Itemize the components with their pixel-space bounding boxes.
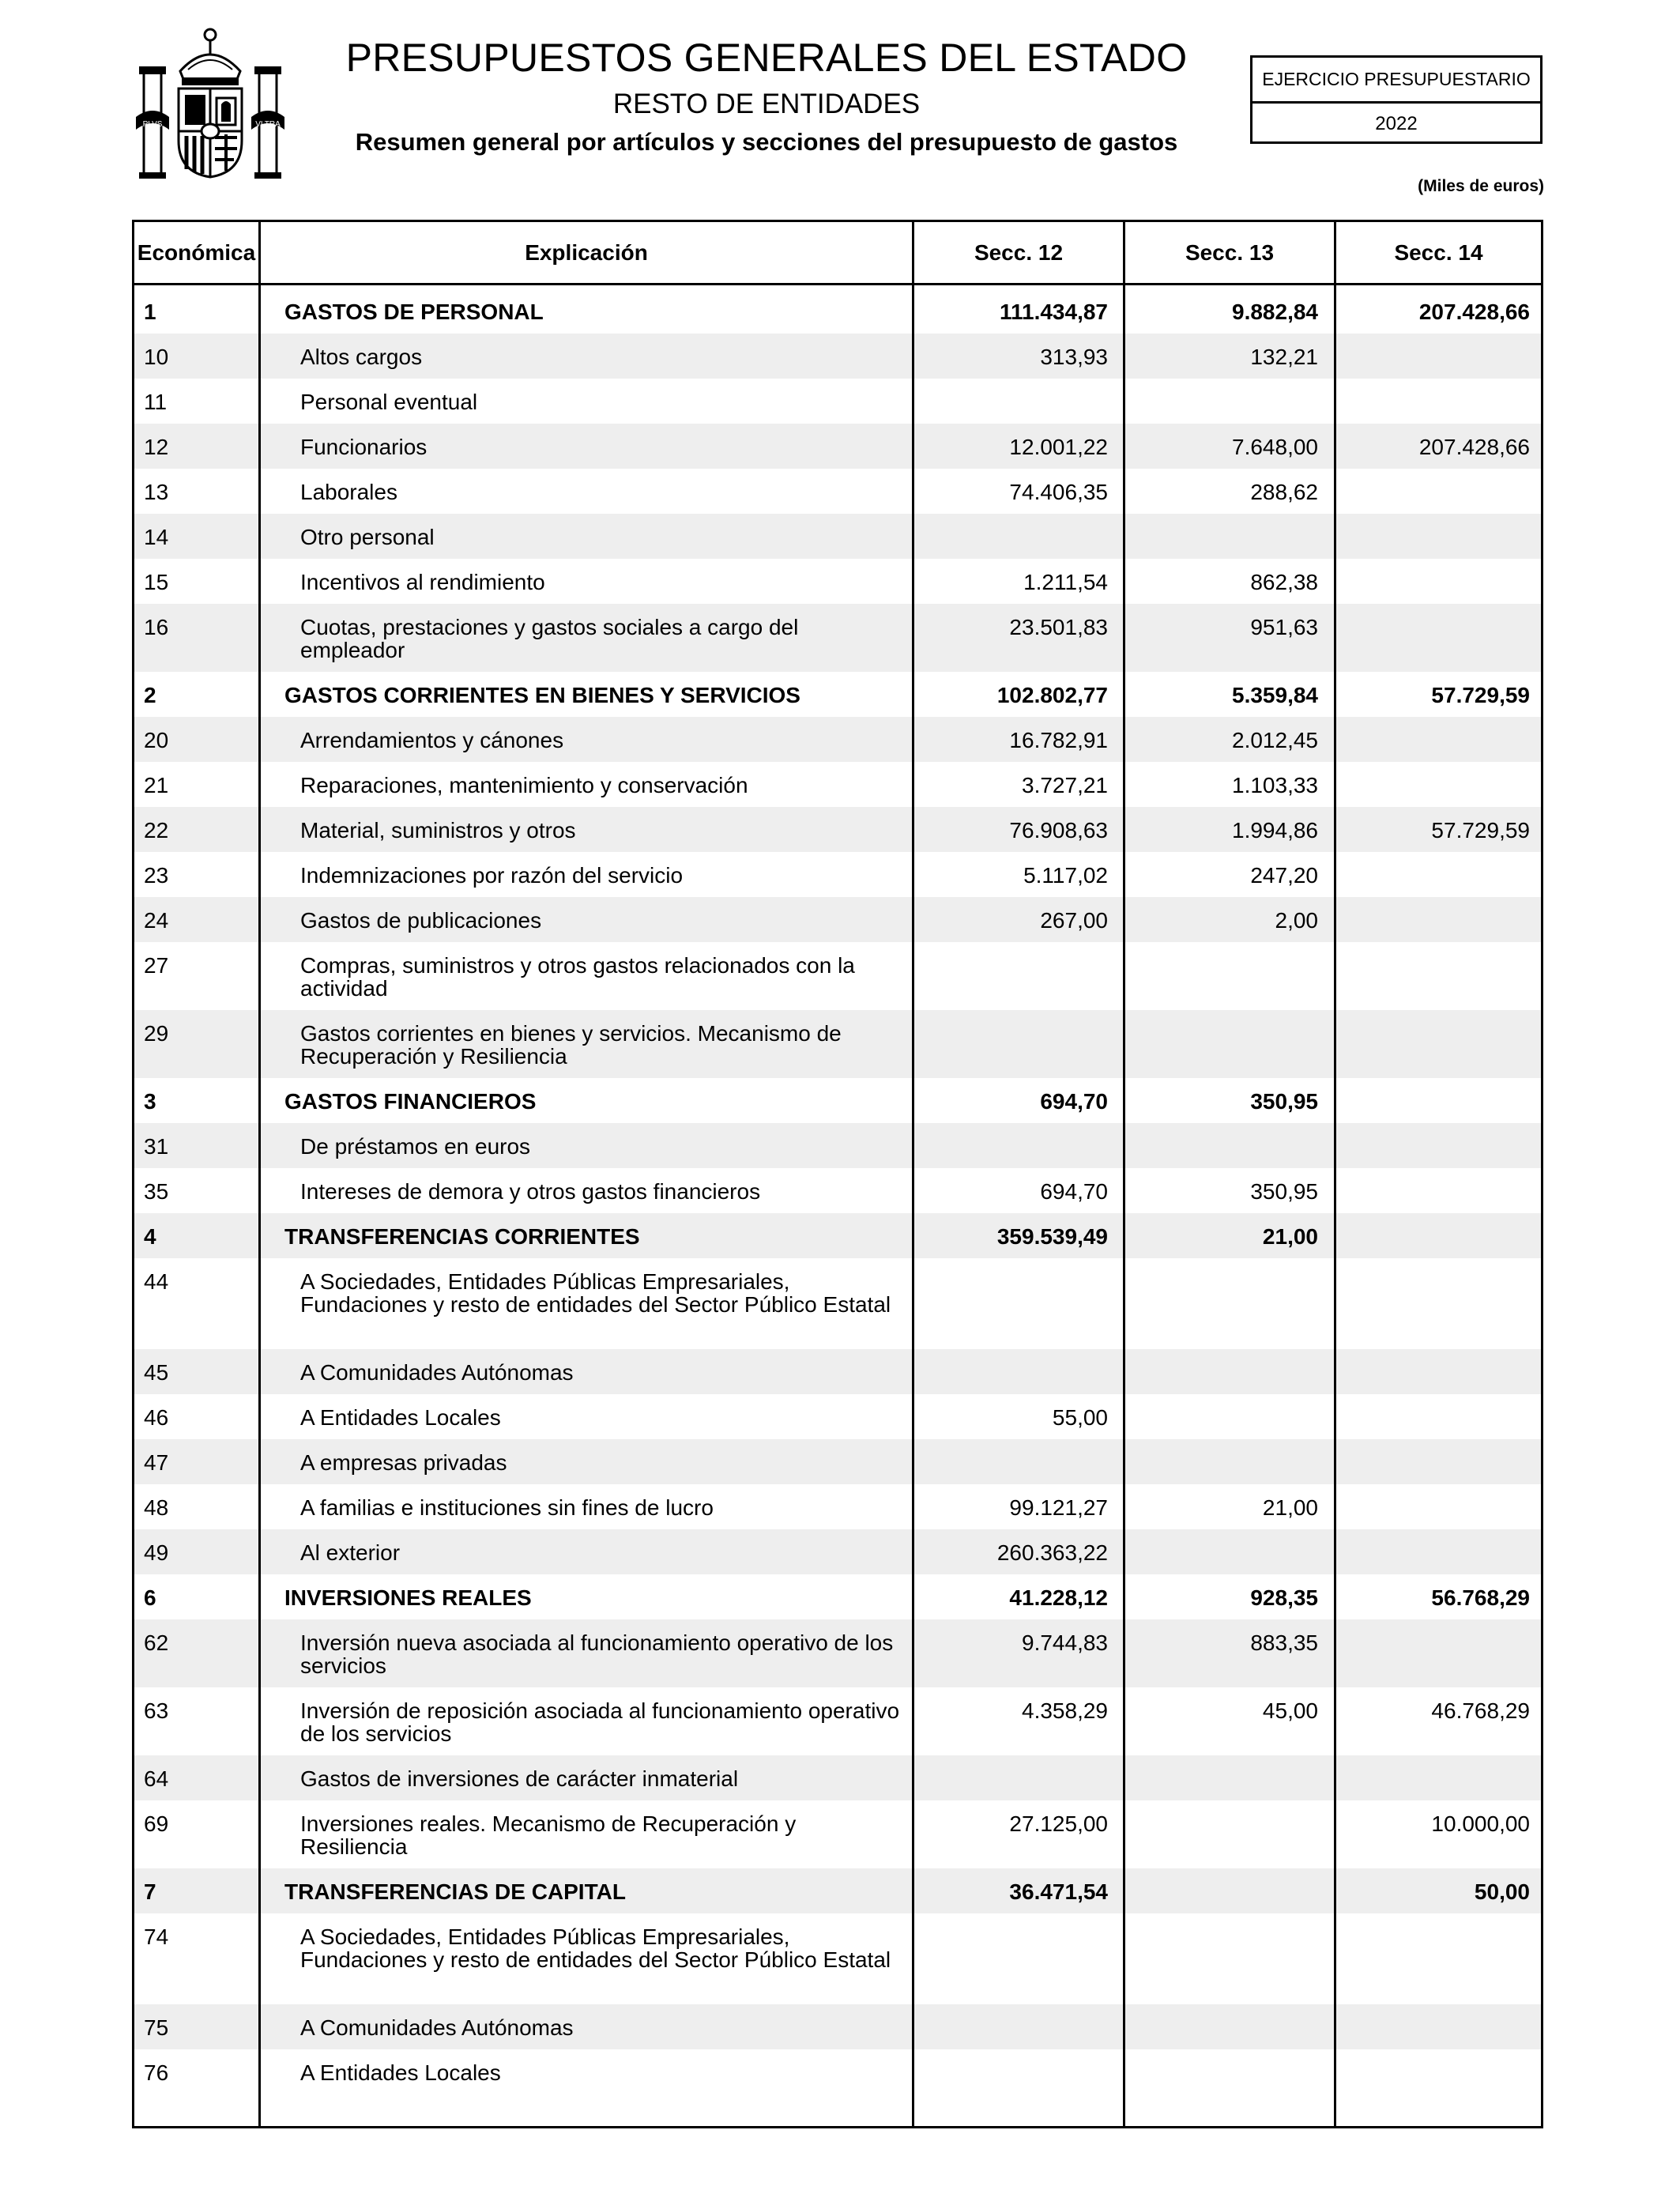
cell-s13: 132,21 [1250,345,1318,369]
cell-desc: A familias e instituciones sin fines de lucro [300,1495,714,1520]
cell-code: 64 [144,1766,169,1791]
table-row [134,1913,1541,2004]
cell-desc: Personal eventual [300,390,478,414]
cell-desc: A Entidades Locales [300,1405,501,1430]
cell-s13: 928,35 [1250,1585,1318,1610]
cell-code: 7 [144,1879,156,1904]
cell-desc: Altos cargos [300,345,423,369]
column-divider [1123,222,1125,2126]
cell-s12: 313,93 [1040,345,1108,369]
cell-desc: Indemnizaciones por razón del servicio [300,863,684,888]
cell-code: 47 [144,1450,169,1475]
table-row [134,514,1541,559]
table-row [134,1349,1541,1394]
cell-s12: 1.211,54 [1023,570,1108,594]
cell-desc: Inversión nueva asociada al funcionamiento operativo de los servicios [300,1630,894,1678]
cell-desc: INVERSIONES REALES [284,1585,532,1610]
table-row [134,1168,1541,1213]
cell-code: 11 [144,390,168,414]
cell-desc: A Sociedades, Entidades Públicas Empresariales, Fundaciones y resto de entidades del Sector Público Estatal [300,1924,891,1972]
cell-code: 35 [144,1179,169,1204]
column-divider [912,222,914,2126]
cell-s12: 111.434,87 [999,300,1108,324]
cell-desc: De préstamos en euros [300,1134,531,1159]
cell-s13: 2,00 [1275,908,1318,933]
cell-code: 3 [144,1089,156,1114]
cell-s13: 1.103,33 [1232,773,1318,797]
budget-table [132,220,1543,2128]
cell-desc: Inversión de reposición asociada al funcionamiento operativo de los servicios [300,1698,900,1746]
cell-code: 69 [144,1811,169,1836]
cell-desc: Cuotas, prestaciones y gastos sociales a cargo del empleador [300,615,799,662]
header-secc-14: Secc. 14 [1394,239,1483,265]
cell-code: 44 [144,1269,169,1294]
cell-s14: 10.000,00 [1431,1811,1530,1836]
cell-s13: 951,63 [1250,615,1318,639]
cell-s12: 4.358,29 [1022,1698,1108,1723]
table-row-chapter [134,1213,1541,1258]
table-row-chapter [134,672,1541,717]
cell-desc: Inversiones reales. Mecanismo de Recuperación y Resiliencia [300,1811,797,1859]
table-row [134,2004,1541,2049]
table-row [134,717,1541,762]
cell-s12: 359.539,49 [996,1224,1108,1249]
table-row [134,1484,1541,1529]
cell-desc: Incentivos al rendimiento [300,570,545,594]
cell-desc: A Comunidades Autónomas [300,1360,574,1385]
page-description: Resumen general por artículos y secciones del presupuesto de gastos [355,128,1178,156]
cell-desc: Funcionarios [300,435,428,459]
cell-code: 76 [144,2060,169,2085]
cell-desc: TRANSFERENCIAS DE CAPITAL [284,1879,626,1904]
cell-s14: 207.428,66 [1418,300,1530,324]
table-row [134,424,1541,469]
cell-code: 1 [144,300,156,324]
cell-s12: 3.727,21 [1022,773,1108,797]
cell-code: 48 [144,1495,169,1520]
cell-s13: 45,00 [1262,1698,1318,1723]
table-row [134,1123,1541,1168]
table-row [134,559,1541,604]
page-subtitle: RESTO DE ENTIDADES [612,89,921,119]
cell-code: 23 [144,863,169,888]
cell-s14: 57.729,59 [1431,818,1530,843]
cell-code: 22 [144,818,169,843]
cell-code: 31 [144,1134,169,1159]
cell-desc: Gastos de publicaciones [300,908,542,933]
header-secc-13: Secc. 13 [1185,239,1275,265]
motto-left: PLVS [142,120,163,129]
units-label: (Miles de euros) [1418,177,1544,195]
cell-code: 6 [144,1585,156,1610]
cell-code: 29 [144,1021,169,1046]
table-row [134,897,1541,942]
cell-s12: 16.782,91 [1009,728,1108,752]
cell-desc: A Sociedades, Entidades Públicas Empresariales, Fundaciones y resto de entidades del Sector Público Estatal [300,1269,891,1317]
cell-s12: 23.501,83 [1009,615,1108,639]
cell-s13: 5.359,84 [1232,683,1318,707]
table-row [134,1800,1541,1868]
cell-s14: 207.428,66 [1418,435,1530,459]
table-row [134,2049,1541,2094]
cell-desc: Material, suministros y otros [300,818,576,843]
cell-s14: 56.768,29 [1431,1585,1530,1610]
cell-code: 2 [144,683,156,707]
cell-s12: 267,00 [1040,908,1108,933]
cell-desc: A Comunidades Autónomas [300,2015,574,2040]
cell-s12: 55,00 [1052,1405,1108,1430]
cell-code: 27 [144,953,169,978]
table-row [134,1010,1541,1078]
table-row [134,1439,1541,1484]
cell-s14: 46.768,29 [1431,1698,1530,1723]
cell-s13: 883,35 [1250,1630,1318,1655]
cell-desc: GASTOS DE PERSONAL [284,300,544,324]
cell-s14: 57.729,59 [1431,683,1530,707]
cell-desc: GASTOS CORRIENTES EN BIENES Y SERVICIOS [284,683,800,707]
ejercicio-year: 2022 [1375,113,1418,134]
table-row [134,469,1541,514]
cell-code: 14 [144,525,169,549]
cell-s12: 36.471,54 [1009,1879,1108,1904]
cell-code: 49 [144,1540,169,1565]
cell-s13: 862,38 [1250,570,1318,594]
cell-s12: 102.802,77 [996,683,1108,707]
table-row [134,1529,1541,1574]
cell-desc: A Entidades Locales [300,2060,501,2085]
cell-s13: 350,95 [1250,1179,1318,1204]
cell-desc: Compras, suministros y otros gastos relacionados con la actividad [300,953,855,1001]
cell-s12: 27.125,00 [1009,1811,1108,1836]
header-economica: Económica [137,239,256,265]
table-row [134,604,1541,672]
cell-desc: Otro personal [300,525,435,549]
cell-desc: Reparaciones, mantenimiento y conservación [300,773,748,797]
ejercicio-box [1250,55,1543,144]
cell-desc: Al exterior [300,1540,401,1565]
column-divider [258,222,261,2126]
cell-s12: 99.121,27 [1009,1495,1108,1520]
cell-code: 12 [144,435,169,459]
table-row [134,1619,1541,1687]
cell-desc: TRANSFERENCIAS CORRIENTES [284,1224,640,1249]
cell-code: 20 [144,728,169,752]
table-row [134,1687,1541,1755]
cell-desc: Gastos de inversiones de carácter inmaterial [300,1766,739,1791]
cell-s12: 694,70 [1040,1089,1108,1114]
cell-code: 63 [144,1698,169,1723]
cell-desc: GASTOS FINANCIEROS [284,1089,537,1114]
table-row [134,852,1541,897]
table-row [134,1258,1541,1349]
cell-s13: 2.012,45 [1232,728,1318,752]
table-row-chapter [134,1078,1541,1123]
cell-s13: 247,20 [1250,863,1318,888]
motto-right: VLTRA [255,120,281,129]
cell-s13: 21,00 [1262,1224,1318,1249]
cell-code: 46 [144,1405,169,1430]
cell-s12: 694,70 [1040,1179,1108,1204]
cell-s13: 350,95 [1250,1089,1318,1114]
cell-s13: 7.648,00 [1232,435,1318,459]
header-secc-12: Secc. 12 [974,239,1064,265]
cell-code: 15 [144,570,169,594]
header-explicacion: Explicación [525,239,648,265]
cell-desc: Laborales [300,480,397,504]
cell-code: 21 [144,773,169,797]
cell-code: 62 [144,1630,169,1655]
table-row [134,379,1541,424]
page-title: PRESUPUESTOS GENERALES DEL ESTADO [345,36,1188,80]
cell-s14: 50,00 [1474,1879,1530,1904]
cell-desc: A empresas privadas [300,1450,507,1475]
cell-desc: Gastos corrientes en bienes y servicios. Mecanismo de Recuperación y Resiliencia [300,1021,842,1069]
cell-s12: 76.908,63 [1009,818,1108,843]
coat-of-arms-icon [133,22,288,180]
cell-s12: 74.406,35 [1009,480,1108,504]
cell-code: 10 [144,345,169,369]
table-row-chapter [134,1574,1541,1619]
cell-s13: 1.994,86 [1232,818,1318,843]
table-row [134,1755,1541,1800]
cell-s13: 288,62 [1250,480,1318,504]
cell-s13: 21,00 [1262,1495,1318,1520]
cell-code: 24 [144,908,169,933]
cell-s12: 260.363,22 [996,1540,1108,1565]
cell-code: 45 [144,1360,169,1385]
cell-code: 16 [144,615,169,639]
cell-s12: 9.744,83 [1022,1630,1108,1655]
table-row [134,807,1541,852]
cell-desc: Arrendamientos y cánones [300,728,564,752]
cell-desc: Intereses de demora y otros gastos financieros [300,1179,761,1204]
cell-s12: 41.228,12 [1009,1585,1108,1610]
table-row [134,762,1541,807]
table-row [134,942,1541,1010]
cell-code: 75 [144,2015,169,2040]
ejercicio-label: EJERCICIO PRESUPUESTARIO [1252,58,1540,104]
table-row [134,334,1541,379]
cell-code: 4 [144,1224,156,1249]
table-row-chapter [134,288,1541,334]
table-header [134,222,1541,285]
cell-s13: 9.882,84 [1232,300,1318,324]
table-row [134,1394,1541,1439]
table-row-chapter [134,1868,1541,1913]
column-divider [1334,222,1336,2126]
cell-code: 74 [144,1924,169,1949]
cell-s12: 12.001,22 [1009,435,1108,459]
cell-code: 13 [144,480,169,504]
cell-s12: 5.117,02 [1023,863,1108,888]
